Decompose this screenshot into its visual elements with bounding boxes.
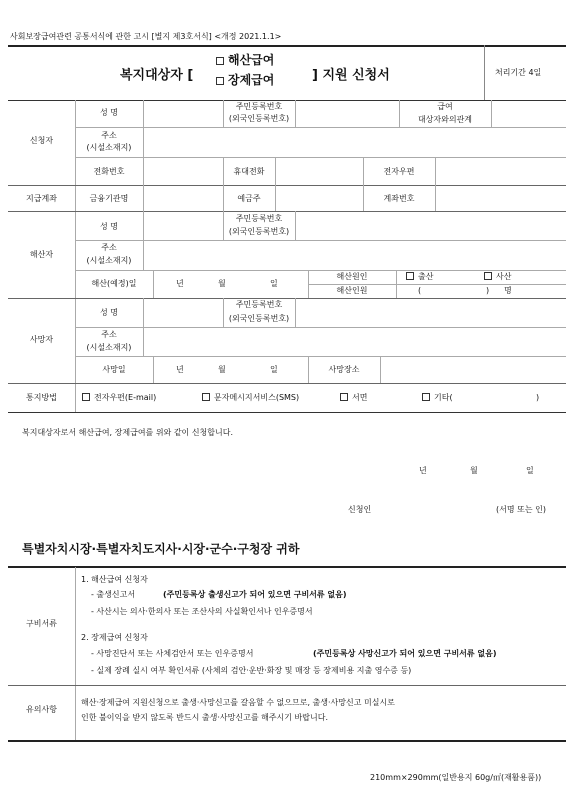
input-death-name[interactable]	[146, 300, 221, 325]
label-beneficiary: 급여	[437, 102, 453, 111]
label-birth-year: 년	[176, 279, 184, 288]
declaration-text: 복지대상자로서 해산급여, 장제급여를 위와 같이 신청합니다.	[22, 428, 233, 437]
section-applicant: 신청자	[29, 136, 54, 145]
option-funeral-benefit[interactable]: 장제급여	[216, 71, 274, 88]
doc-h1-item1: - 출생신고서	[91, 590, 136, 599]
label-death-date: 사망일	[102, 365, 126, 374]
option-birth-benefit[interactable]: 해산급여	[216, 51, 274, 68]
label-rrn-foreign: (외국인등록번호)	[228, 114, 290, 123]
option-notify-email[interactable]: 전자우편(E-mail)	[82, 392, 156, 403]
section-notify: 통지방법	[26, 393, 57, 402]
notes-line2: 인한 불이익을 받지 않도록 반드시 출생·사망신고를 해주시기 바랍니다.	[81, 713, 328, 722]
addressee: 특별자치시장·특별자치도지사·시장·군수·구청장 귀하	[22, 542, 300, 556]
input-birth-count[interactable]	[426, 285, 482, 297]
label-birth-rrn: 주민등록번호	[235, 214, 283, 223]
doc-h2: 2. 장제급여 신청자	[81, 633, 148, 642]
declaration-day: 일	[526, 466, 534, 475]
title-prefix: 복지대상자 [	[120, 68, 194, 83]
legal-note: 사회보장급여관련 공통서식에 관한 고시 [별지 제3호서식] <개정 2021.1.1>	[10, 32, 282, 41]
label-notify-other-close: )	[536, 393, 540, 402]
label-email: 전자우편	[383, 167, 415, 176]
label-birth-month: 월	[218, 279, 226, 288]
checkbox-icon[interactable]	[406, 272, 414, 280]
input-account[interactable]	[438, 187, 564, 209]
checkbox-icon[interactable]	[422, 393, 430, 401]
label-death-address-sub: (시설소재지)	[86, 343, 132, 352]
input-death-address[interactable]	[146, 329, 564, 354]
label-relation: 대상자와의관계	[417, 115, 473, 124]
input-applicant-email[interactable]	[438, 159, 564, 183]
doc-h1-item1-note: (주민등록상 출생신고가 되어 있으면 구비서류 없음)	[163, 590, 347, 599]
paper-spec: 210mm×290mm(일반용지 60g/㎡(재활용품))	[370, 773, 542, 782]
label-count-open: (	[418, 286, 422, 295]
input-birth-address[interactable]	[146, 242, 564, 268]
input-birth-name[interactable]	[146, 213, 221, 238]
input-notify-other[interactable]	[462, 390, 534, 404]
label-phone: 전화번호	[93, 167, 125, 176]
input-birth-rrn[interactable]	[298, 213, 564, 238]
notes-line1: 해산·장제급여 지원신청으로 출생·사망신고를 갈음할 수 없으므로, 출생·사망신고 미실시로	[81, 698, 395, 707]
label-count-unit: 명	[504, 286, 512, 295]
label-birth-date: 해산(예정)일	[91, 279, 137, 288]
label-birth-rrn-foreign: (외국인등록번호)	[228, 227, 290, 236]
label-death-rrn: 주민등록번호	[235, 300, 283, 309]
input-applicant-phone[interactable]	[146, 159, 221, 183]
label-birth-address: 주소	[101, 243, 117, 252]
label-birth-name: 성 명	[100, 222, 118, 231]
option-notify-sms[interactable]: 문자메시지서비스(SMS)	[202, 392, 299, 403]
input-applicant-name[interactable]	[146, 102, 221, 124]
label-address-sub: (시설소재지)	[86, 143, 132, 152]
processing-period: 처리기간 4일	[495, 68, 542, 77]
checkbox-icon[interactable]	[82, 393, 90, 401]
label-death-year: 년	[176, 365, 184, 374]
label-bank: 금융기관명	[89, 194, 129, 203]
option-birth[interactable]: 출산	[406, 271, 433, 282]
label-count-close: )	[486, 286, 490, 295]
doc-h2-item2: - 실제 장례 실시 여부 확인서류 (사체의 검안·운반·화장 및 매장 등 장제비용 지출 영수증 등)	[91, 666, 412, 675]
label-mobile: 휴대전화	[233, 167, 265, 176]
option-notify-other[interactable]: 기타(	[422, 392, 453, 403]
label-death-day: 일	[270, 365, 278, 374]
section-notes: 유의사항	[26, 705, 57, 714]
checkbox-icon[interactable]	[202, 393, 210, 401]
label-death-address: 주소	[101, 330, 117, 339]
label-death-name: 성 명	[100, 308, 118, 317]
label-birth-reason: 해산원인	[336, 272, 368, 281]
label-death-rrn-foreign: (외국인등록번호)	[228, 314, 290, 323]
label-name: 성 명	[100, 108, 118, 117]
checkbox-icon[interactable]	[484, 272, 492, 280]
label-address: 주소	[101, 131, 117, 140]
signature-field[interactable]	[380, 500, 490, 516]
label-birth-count: 해산인원	[336, 286, 368, 295]
label-rrn: 주민등록번호	[235, 102, 283, 111]
declaration-applicant: 신청인	[348, 505, 372, 514]
title-suffix: ] 지원 신청서	[312, 68, 390, 83]
checkbox-icon[interactable]	[340, 393, 348, 401]
section-payment: 지급계좌	[26, 194, 57, 203]
input-relation[interactable]	[494, 102, 564, 124]
label-death-place: 사망장소	[328, 365, 360, 374]
option-notify-letter[interactable]: 서면	[340, 392, 367, 403]
input-applicant-mobile[interactable]	[278, 159, 360, 183]
input-death-place[interactable]	[383, 358, 564, 381]
input-holder[interactable]	[278, 187, 360, 209]
declaration-month: 월	[470, 466, 478, 475]
doc-h2-item1: - 사망진단서 또는 사체검안서 또는 인우증명서	[91, 649, 254, 658]
doc-h2-item1-note: (주민등록상 사망신고가 되어 있으면 구비서류 없음)	[313, 649, 497, 658]
label-death-month: 월	[218, 365, 226, 374]
declaration-sign: (서명 또는 인)	[496, 505, 546, 514]
label-holder: 예금주	[237, 194, 261, 203]
input-bank[interactable]	[146, 187, 221, 209]
checkbox-icon[interactable]	[216, 77, 224, 85]
input-applicant-address[interactable]	[146, 129, 564, 155]
label-account: 계좌번호	[383, 194, 415, 203]
label-birth-day: 일	[270, 279, 278, 288]
doc-h1-item2: - 사산시는 의사·한의사 또는 조산사의 사실확인서나 인우증명서	[91, 607, 313, 616]
section-death: 사망자	[29, 335, 54, 344]
doc-h1: 1. 해산급여 신청자	[81, 575, 148, 584]
section-birth: 해산자	[29, 250, 54, 259]
checkbox-icon[interactable]	[216, 57, 224, 65]
declaration-year: 년	[419, 466, 427, 475]
input-applicant-rrn[interactable]	[298, 102, 396, 124]
input-death-rrn[interactable]	[298, 300, 564, 325]
label-birth-address-sub: (시설소재지)	[86, 256, 132, 265]
section-documents: 구비서류	[26, 619, 57, 628]
option-stillbirth[interactable]: 사산	[484, 271, 511, 282]
